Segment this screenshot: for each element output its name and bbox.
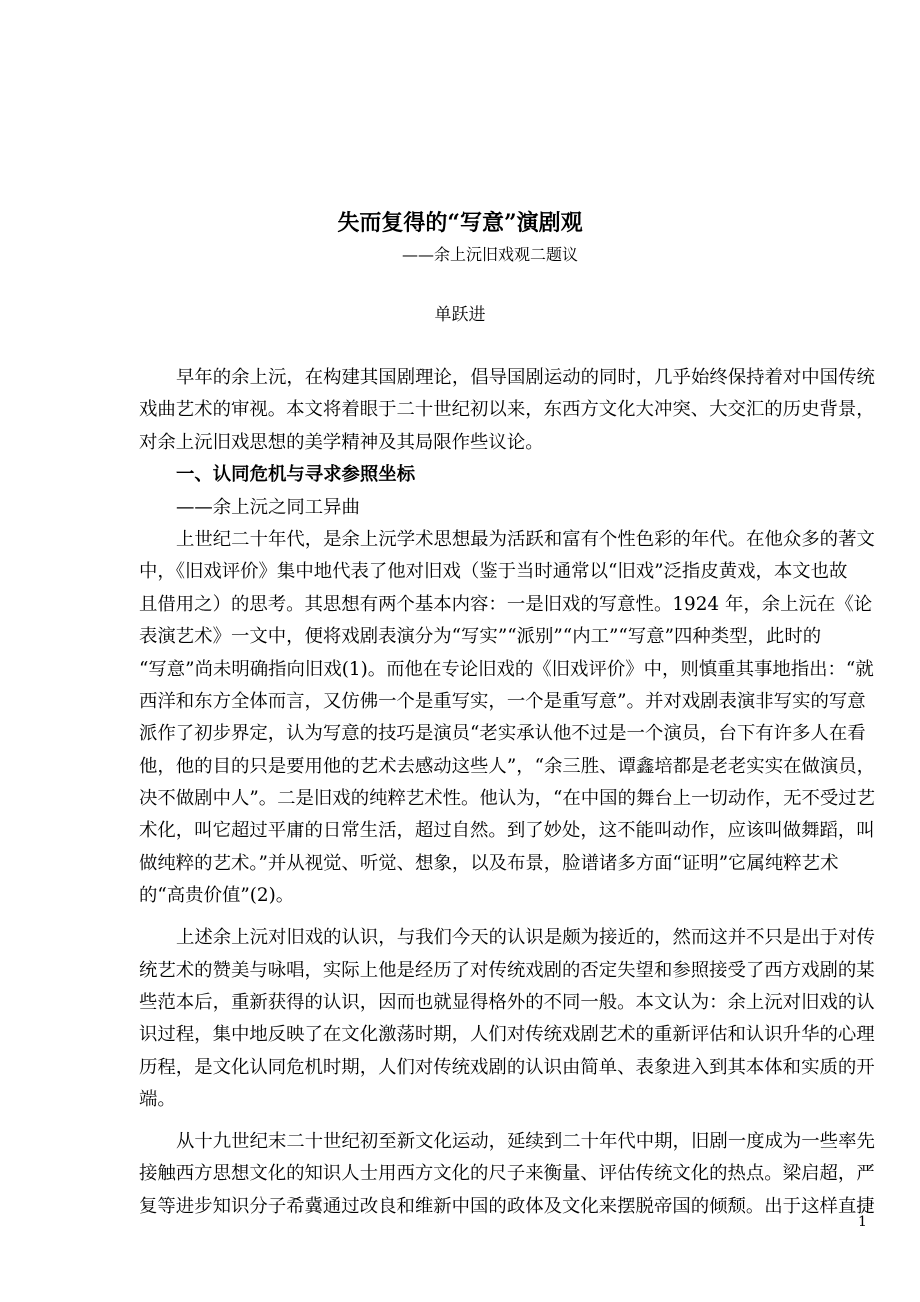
document-body bbox=[139, 362, 876, 1223]
document-title: 失而复得的“写意”演剧观 bbox=[337, 210, 583, 236]
text-line: “写意”尚未明确指向旧戏(1)。而他在专论旧戏的《旧戏评价》中，则慎重其事地指出：“就 bbox=[139, 658, 874, 680]
text-line: 派作了初步界定，认为写意的技巧是演员“老实承认他不过是一个演员，台下有许多人在看 bbox=[139, 723, 866, 745]
text-line: 历程，是文化认同危机时期，人们对传统戏剧的认识由简单、表象进入到其本体和实质的开 bbox=[139, 1056, 875, 1078]
text-line: 上述余上沅对旧戏的认识，与我们今天的认识是颇为接近的，然而这并不只是出于对传 bbox=[176, 927, 875, 949]
text-line: ——余上沅之同工异曲 bbox=[176, 496, 360, 518]
paragraph bbox=[139, 362, 875, 459]
text-line: 决不做剧中人”。二是旧戏的纯粹艺术性。他认为，“在中国的舞台上一切动作，无不受过艺 bbox=[139, 788, 876, 810]
text-line: 一、认同危机与寻求参照坐标 bbox=[176, 464, 416, 486]
text-line: 且借用之）的思考。其思想有两个基本内容：一是旧戏的写意性。1924 年，余上沅在《论 bbox=[139, 593, 873, 615]
text-line: 术化，叫它超过平庸的日常生活，超过自然。到了妙处，这不能叫动作，应该叫做舞蹈，叫 bbox=[139, 820, 875, 842]
text-line: 做纯粹的艺术。”并从视觉、听觉、想象，以及布景，脸谱诸多方面“证明”它属纯粹艺术 bbox=[139, 852, 839, 874]
text-line: 表演艺术》一文中，便将戏剧表演分为“写实”“派别”“内工”“写意”四种类型，此时的 bbox=[139, 626, 822, 648]
section-subheading bbox=[139, 492, 793, 524]
text-line: 早年的余上沅，在构建其国剧理论，倡导国剧运动的同时，几乎始终保持着对中国传统 bbox=[176, 367, 875, 388]
section-heading bbox=[139, 459, 793, 491]
text-line: 复等进步知识分子希冀通过改良和维新中国的政体及文化来摆脱帝国的倾颓。出于这样直捷 bbox=[139, 1195, 875, 1217]
text-line: 戏曲艺术的审视。本文将着眼于二十世纪初以来，东西方文化大冲突、大交汇的历史背景， bbox=[139, 399, 875, 421]
text-line: 对余上沅旧戏思想的美学精神及其局限作些议论。 bbox=[139, 431, 544, 453]
text-line: 识过程，集中地反映了在文化激荡时期，人们对传统戏剧艺术的重新评估和认识升华的心理 bbox=[139, 1024, 875, 1046]
document-subtitle: ——余上沅旧戏观二题议 bbox=[401, 245, 578, 264]
text-line: 接触西方思想文化的知识人士用西方文化的尺子来衡量、评估传统文化的热点。梁启超，严 bbox=[139, 1163, 875, 1185]
text-line: 中，《旧戏评价》集中地代表了他对旧戏（鉴于当时通常以“旧戏”泛指皮黄戏，本文也故 bbox=[139, 561, 848, 583]
text-line: 从十九世纪末二十世纪初至新文化运动，延续到二十年代中期，旧剧一度成为一些率先 bbox=[176, 1130, 875, 1152]
document-author: 单跃进 bbox=[434, 305, 486, 325]
text-line: 些范本后，重新获得的认识，因而也就显得格外的不同一般。本文认为：余上沅对旧戏的认 bbox=[139, 991, 875, 1013]
paragraph bbox=[139, 1126, 875, 1223]
page-number: 1 bbox=[858, 1214, 867, 1230]
paragraph bbox=[139, 922, 875, 1116]
text-line: 他，他的目的只是要用他的艺术去感动这些人”，“余三胜、谭鑫培都是老老实实在做演员， bbox=[139, 755, 876, 777]
text-line: 西洋和东方全体而言，又仿佛一个是重写实，一个是重写意”。并对戏剧表演非写实的写意 bbox=[139, 690, 866, 712]
text-line: 上世纪二十年代，是余上沅学术思想最为活跃和富有个性色彩的年代。在他众多的著文 bbox=[176, 528, 875, 550]
paragraph bbox=[139, 524, 876, 913]
text-line: 统艺术的赞美与咏唱，实际上他是经历了对传统戏剧的否定失望和参照接受了西方戏剧的某 bbox=[139, 959, 875, 981]
text-line: 的“高贵价值”(2)。 bbox=[139, 885, 295, 907]
text-line: 端。 bbox=[139, 1089, 176, 1111]
